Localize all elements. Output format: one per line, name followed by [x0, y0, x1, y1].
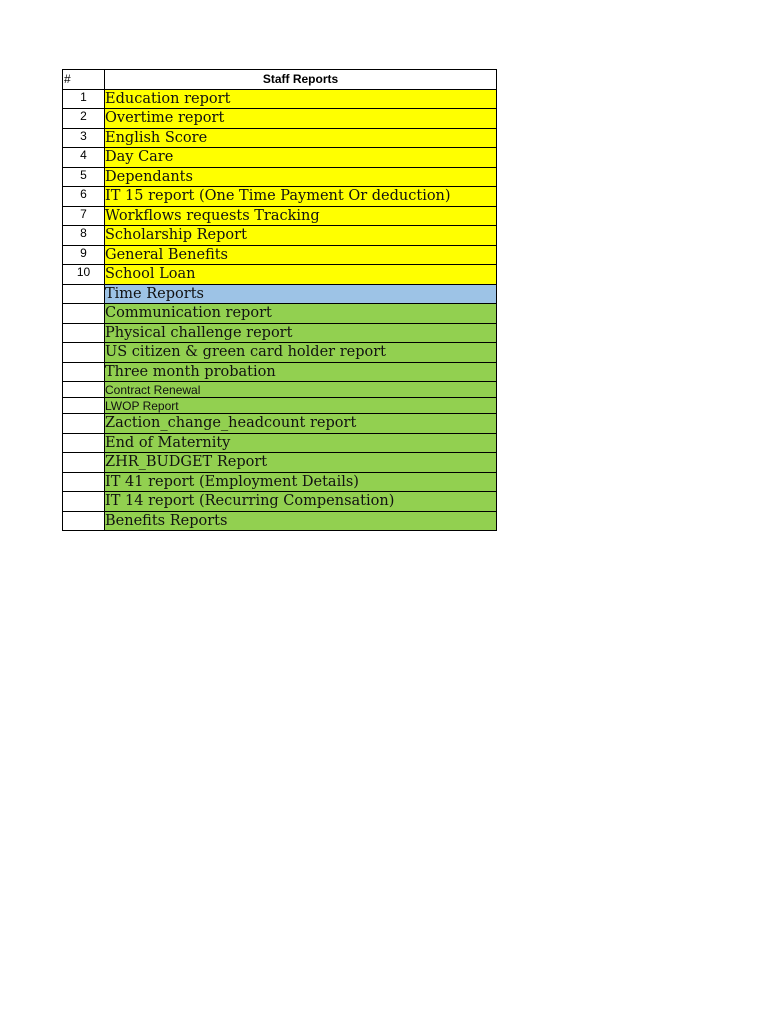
- table-row: [63, 284, 497, 304]
- report-name: Contract Renewal: [105, 382, 497, 398]
- row-number: [63, 433, 105, 453]
- row-number: [63, 398, 105, 414]
- table-row: [63, 206, 497, 226]
- report-name: Day Care: [105, 148, 497, 168]
- report-name: Time Reports: [105, 284, 497, 304]
- table-row: [63, 167, 497, 187]
- table-row: [63, 187, 497, 207]
- report-name: IT 14 report (Recurring Compensation): [105, 492, 497, 512]
- row-number: 10: [63, 265, 105, 285]
- row-number: 1: [63, 89, 105, 109]
- row-number: [63, 492, 105, 512]
- row-number: [63, 511, 105, 531]
- table-row: [63, 343, 497, 363]
- row-number: [63, 323, 105, 343]
- report-name: Overtime report: [105, 109, 497, 129]
- report-name: Three month probation: [105, 362, 497, 382]
- report-name: US citizen & green card holder report: [105, 343, 497, 363]
- report-name: IT 41 report (Employment Details): [105, 472, 497, 492]
- row-number: [63, 343, 105, 363]
- staff-reports-header: Staff Reports: [105, 70, 497, 90]
- table-row: [63, 414, 497, 434]
- report-name: LWOP Report: [105, 398, 497, 414]
- table-row: [63, 89, 497, 109]
- table-row: [63, 265, 497, 285]
- table-row: [63, 453, 497, 473]
- table-row: [63, 382, 497, 398]
- table-row: [63, 511, 497, 531]
- report-name: Communication report: [105, 304, 497, 324]
- table-row: [63, 245, 497, 265]
- report-name: Scholarship Report: [105, 226, 497, 246]
- table-row: [63, 148, 497, 168]
- report-name: Workflows requests Tracking: [105, 206, 497, 226]
- report-name: End of Maternity: [105, 433, 497, 453]
- row-number: 4: [63, 148, 105, 168]
- report-name: English Score: [105, 128, 497, 148]
- row-number: [63, 453, 105, 473]
- row-number: [63, 414, 105, 434]
- row-number: 9: [63, 245, 105, 265]
- report-name: Benefits Reports: [105, 511, 497, 531]
- table-row: [63, 304, 497, 324]
- report-name: General Benefits: [105, 245, 497, 265]
- row-number: [63, 362, 105, 382]
- report-name: Zaction_change_headcount report: [105, 414, 497, 434]
- report-name: Dependants: [105, 167, 497, 187]
- table-row: [63, 323, 497, 343]
- report-name: Education report: [105, 89, 497, 109]
- table-row: [63, 433, 497, 453]
- row-number: 8: [63, 226, 105, 246]
- report-name: Physical challenge report: [105, 323, 497, 343]
- table-row: [63, 472, 497, 492]
- table-row: [63, 128, 497, 148]
- staff-reports-table: [62, 69, 497, 531]
- table-row: [63, 362, 497, 382]
- table-row: [63, 492, 497, 512]
- table-row: [63, 109, 497, 129]
- table-row: [63, 226, 497, 246]
- row-number: [63, 472, 105, 492]
- report-name: IT 15 report (One Time Payment Or deduction): [105, 187, 497, 207]
- header-row: [63, 70, 497, 90]
- row-number: 3: [63, 128, 105, 148]
- report-name: School Loan: [105, 265, 497, 285]
- row-number: 7: [63, 206, 105, 226]
- row-number: 5: [63, 167, 105, 187]
- row-number: [63, 304, 105, 324]
- hash-column-header: #: [63, 70, 105, 90]
- row-number: [63, 382, 105, 398]
- table-row: [63, 398, 497, 414]
- row-number: [63, 284, 105, 304]
- report-name: ZHR_BUDGET Report: [105, 453, 497, 473]
- row-number: 6: [63, 187, 105, 207]
- row-number: 2: [63, 109, 105, 129]
